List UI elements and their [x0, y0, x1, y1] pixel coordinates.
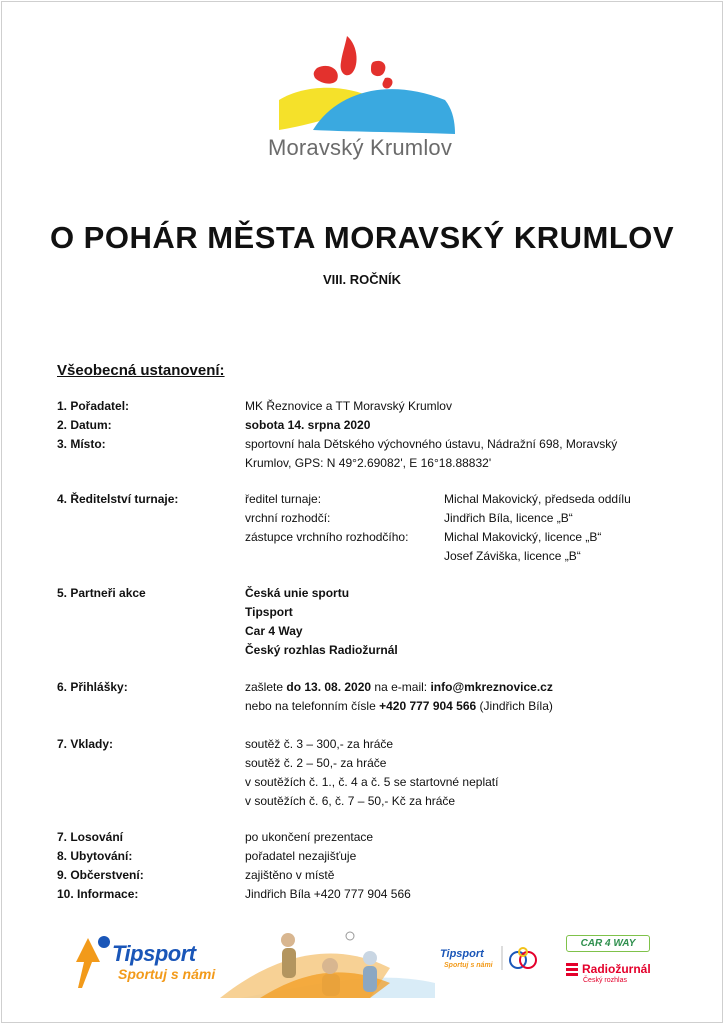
vklady-line: soutěž č. 3 – 300,- za hráče [245, 737, 394, 751]
value-datum: sobota 14. srpna 2020 [245, 418, 371, 432]
logo-graphic [255, 28, 465, 138]
radiozurnal-subtext: Český rozhlas [583, 977, 627, 984]
page-title: O POHÁR MĚSTA MORAVSKÝ KRUMLOV [49, 220, 675, 255]
prihlasky-text: nebo na telefonním čísle [245, 699, 380, 713]
logo-text: Moravský Krumlov [267, 135, 453, 160]
value-losovani: po ukončení prezentace [245, 830, 374, 844]
value-obcerstveni: zajištěno v místě [245, 868, 335, 882]
reditelstvi-role: vrchní rozhodčí: [245, 511, 331, 525]
reditelstvi-person: Michal Makovický, předseda oddílu [444, 492, 631, 506]
label-losovani: 7. Losování [57, 830, 124, 844]
label-ubytovani: 8. Ubytování: [57, 849, 133, 863]
moravsky-krumlov-logo [255, 28, 465, 168]
reditelstvi-person: Michal Makovický, licence „B“ [444, 530, 602, 544]
label-informace: 10. Informace: [57, 887, 139, 901]
vklady-line: v soutěžích č. 6, č. 7 – 50,- Kč za hráče [245, 794, 456, 808]
vklady-line: soutěž č. 2 – 50,- za hráče [245, 756, 387, 770]
tipsport-small-logo: Tipsport [440, 948, 484, 960]
reditelstvi-person: Jindřich Bíla, licence „B“ [444, 511, 573, 525]
radiozurnal-logo-text: Radiožurnál [582, 962, 651, 976]
value-ubytovani: pořadatel nezajišťuje [245, 849, 357, 863]
reditelstvi-role: ředitel turnaje: [245, 492, 322, 506]
partner-item: Tipsport [245, 605, 293, 619]
radiozurnal-icon [566, 963, 578, 977]
label-poradatel: 1. Pořadatel: [57, 399, 130, 413]
reditelstvi-role: zástupce vrchního rozhodčího: [245, 530, 409, 544]
page-subtitle: VIII. ROČNÍK [322, 272, 401, 287]
value-misto-line1: sportovní hala Dětského výchovného ústavu, Nádražní 698, Moravský [245, 437, 618, 451]
label-obcerstveni: 9. Občerstvení: [57, 868, 144, 882]
label-partneri: 5. Partneři akce [57, 586, 146, 600]
value-misto-line2: Krumlov, GPS: N 49°2.69082', E 16°18.88832' [245, 456, 492, 470]
tipsport-banner [70, 928, 435, 998]
partner-item: Česká unie sportu [245, 586, 350, 600]
label-vklady: 7. Vklady: [57, 737, 114, 751]
prihlasky-deadline: do 13. 08. 2020 [286, 680, 372, 694]
label-prihlasky: 6. Přihlášky: [57, 680, 128, 694]
reditelstvi-person: Josef Záviška, licence „B“ [444, 549, 581, 563]
prihlasky-text: na e-mail: [371, 680, 431, 694]
partner-item: Car 4 Way [245, 624, 303, 638]
partner-item: Český rozhlas Radiožurnál [245, 643, 398, 657]
car4way-logo: CAR 4 WAY [566, 935, 650, 952]
value-prihlasky-line2 [245, 699, 553, 713]
tipsport-slogan: Sportuj s námi [118, 966, 216, 982]
value-informace: Jindřich Bíla +420 777 904 566 [245, 887, 411, 901]
label-misto: 3. Místo: [57, 437, 106, 451]
prihlasky-phone: +420 777 904 566 [379, 699, 477, 713]
value-prihlasky-line1 [245, 680, 553, 694]
ceska-unie-sportu-logo [500, 944, 540, 972]
prihlasky-text: zašlete [245, 680, 287, 694]
value-poradatel: MK Řeznovice a TT Moravský Krumlov [245, 399, 452, 413]
prihlasky-email: info@mkreznovice.cz [430, 680, 553, 694]
prihlasky-text: (Jindřich Bíla) [476, 699, 553, 713]
section-heading: Všeobecná ustanovení: [57, 362, 225, 379]
vklady-line: v soutěžích č. 1., č. 4 a č. 5 se startovné neplatí [245, 775, 499, 789]
label-datum: 2. Datum: [57, 418, 112, 432]
tipsport-logo-text: Tipsport [112, 941, 196, 966]
tipsport-small-slogan: Sportuj s námi [444, 962, 493, 969]
label-reditelstvi: 4. Ředitelství turnaje: [57, 492, 179, 506]
